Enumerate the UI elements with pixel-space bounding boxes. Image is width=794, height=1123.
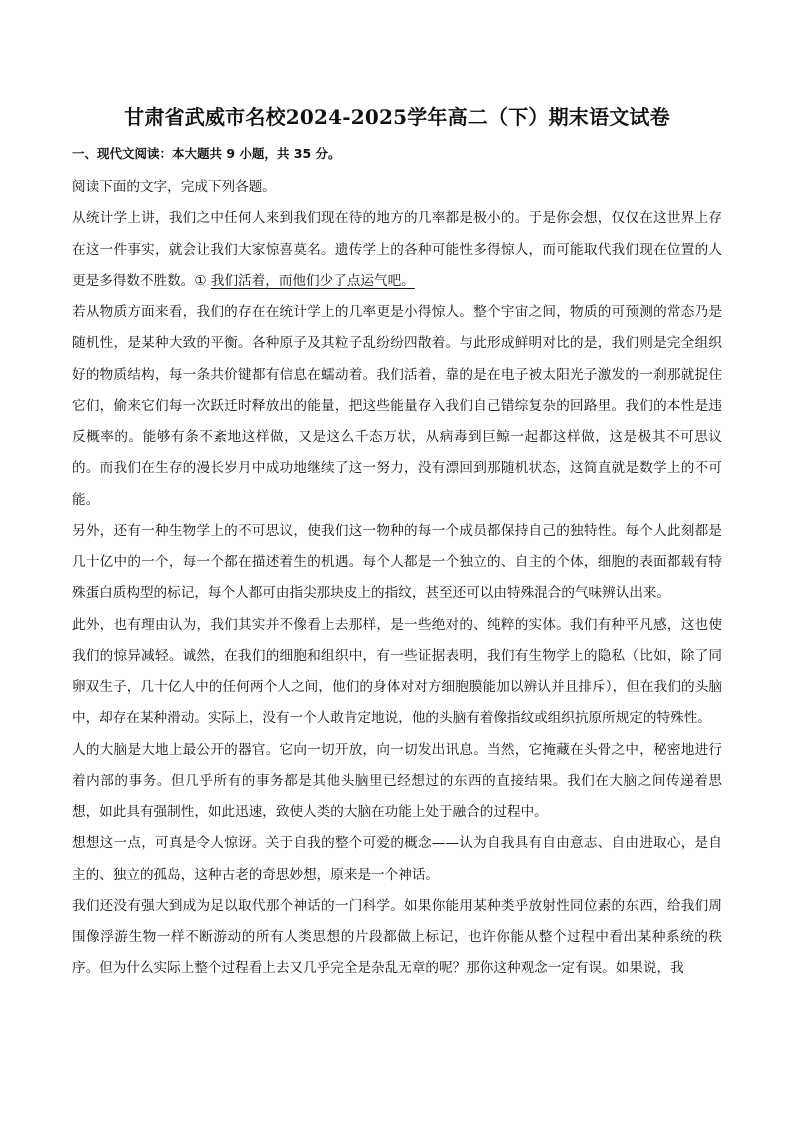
reading-passage: [72, 172, 722, 985]
paragraph-6: 想想这一点，可真是令人惊讶。关于自我的整个可爱的概念——认为自我具有自由意志、自由进取心，是自主的、独立的孤岛，这种古老的奇思妙想，原来是一个神话。: [72, 835, 722, 883]
paragraph-1-text: 从统计学上讲，我们之中任何人来到我们现在待的地方的几率都是极小的。于是你会想，仅仅在这世界上存在这一件事实，就会让我们大家惊喜莫名。遗传学上的各种可能性多得惊人，而可能取代我们现在位置的人更是多得数不胜数。: [72, 210, 722, 289]
paragraph-2: 若从物质方面来看，我们的存在在统计学上的几率更是小得惊人。整个宇宙之间，物质的可预测的常态乃是随机性，是某种大致的平衡。各种原子及其粒子乱纷纷四散着。与此形成鲜明对比的是，我们则是完全组织好的物质结构，每一条共价键都有信息在蠕动着。我们活着，靠的是在电子被太阳光子激发的一刹那就捉住它们，偷来它们每一次跃迁时释放出的能量，把这些能量存入我们自己错综复杂的回路里。我们的本性是违反概率的。能够有条不紊地这样做，又是这么千态万状，从病毒到巨鲸一起都这样做，这是极其不可思议的。而我们在生存的漫长岁月中成功地继续了这一努力，没有漂回到那随机状态，这简直就是数学上的不可能。: [72, 304, 722, 508]
paragraph-4: 此外，也有理由认为，我们其实并不像看上去那样，是一些绝对的、纯粹的实体。我们有种平凡感，这也使我们的惊异减轻。诚然，在我们的细胞和组织中，有一些证据表明，我们有生物学上的隐私（比如，除了同卵双生子，几十亿人中的任何两个人之间，他们的身体对对方细胞膜能加以辨认并且排斥），但在我们的头脑中，却存在某种滑动。实际上，没有一个人敢肯定地说，他的头脑有着像指纹或组织抗原所规定的特殊性。: [72, 616, 722, 727]
section-header: 一、现代文阅读：本大题共 9 小题，共 35 分。: [72, 146, 341, 161]
paragraph-1: [72, 203, 722, 297]
exam-title: 甘肃省武威市名校2024-2025学年高二（下）期末语文试卷: [124, 105, 670, 129]
instruction-line: 阅读下面的文字，完成下列各题。: [72, 179, 276, 195]
paragraph-3: 另外，还有一种生物学上的不可思议，使我们这一物种的每一个成员都保持自己的独特性。每个人此刻都是几十亿中的一个，每一个都在描述着生的机遇。每个人都是一个独立的、自主的个体，细胞的表面都载有特殊蛋白质构型的标记，每个人都可由指尖那块皮上的指纹，甚至还可以由特殊混合的气味辨认出来。: [72, 522, 722, 602]
underlined-sentence: 我们活着，而他们少了点运气吧。: [210, 272, 415, 289]
paragraph-7: 我们还没有强大到成为足以取代那个神话的一门科学。如果你能用某种类乎放射性同位素的东西，给我们周围像浮游生物一样不断游动的所有人类思想的片段都做上标记，也许你能从整个过程中看出某种系统的秩序。但为什么实际上整个过程看上去又几乎完全是杂乱无章的呢？那你这种观念一定有误。如果说，我: [72, 897, 722, 977]
paragraph-5: 人的大脑是大地上最公开的器官。它向一切开放，向一切发出讯息。当然，它掩藏在头骨之中，秘密地进行着内部的事务。但几乎所有的事务都是其他头脑里已经想过的东西的直接结果。我们在大脑之间传递着思想，如此具有强制性，如此迅速，致使人类的大脑在功能上处于融合的过程中。: [72, 741, 722, 820]
question-marker: ①: [194, 272, 207, 289]
